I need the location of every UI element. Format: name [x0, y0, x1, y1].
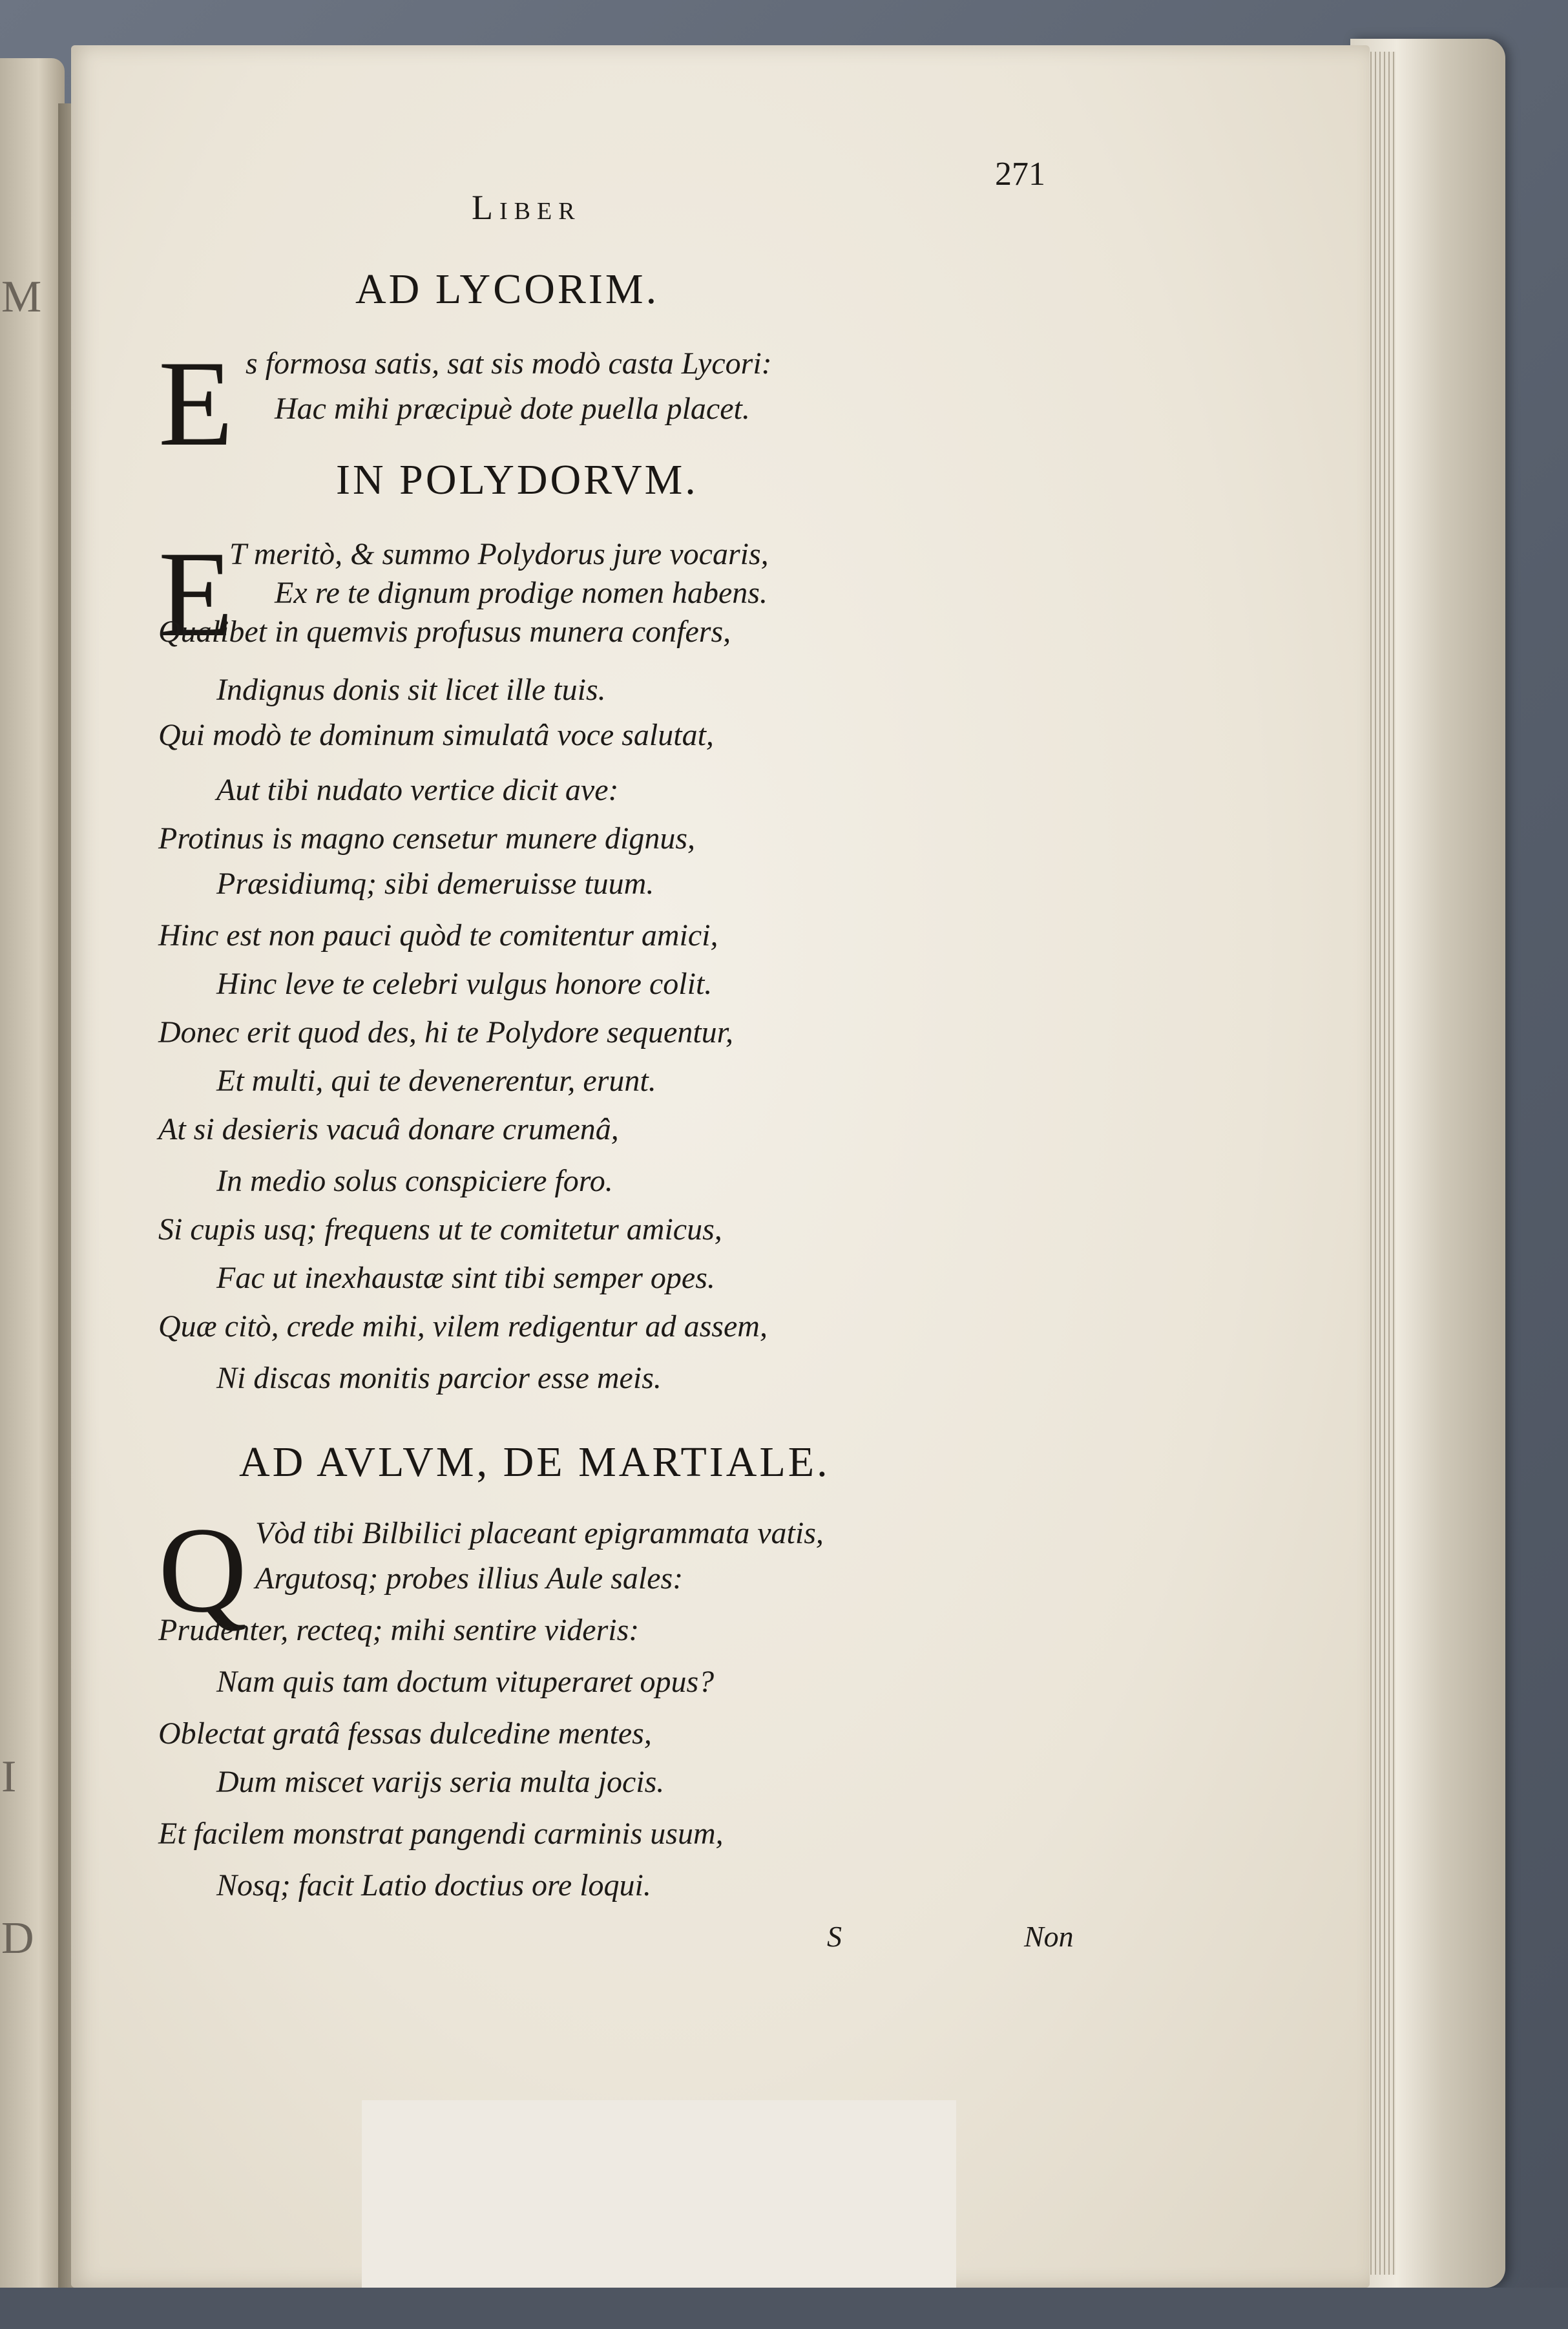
- poem-heading: IN POLYDORVM.: [336, 456, 698, 503]
- verse-line: Aut tibi nudato vertice dicit ave:: [216, 773, 619, 807]
- verse-line: Argutosq; probes illius Aule sales:: [255, 1561, 684, 1596]
- verse-line: Vòd tibi Bilbilici placeant epigrammata vatis,: [255, 1516, 824, 1550]
- verse-line: Et multi, qui te devenerentur, erunt.: [216, 1064, 656, 1098]
- paper-patch: [362, 2100, 956, 2294]
- printer-signature: S: [827, 1920, 842, 1953]
- verse-line: Prudenter, recteq; mihi sentire videris:: [158, 1613, 640, 1647]
- verse-line: At si desieris vacuâ donare crumenâ,: [158, 1112, 619, 1146]
- verse-line: Ni discas monitis parcior esse meis.: [216, 1361, 662, 1395]
- verse-line: Oblectat gratâ fessas dulcedine mentes,: [158, 1716, 652, 1751]
- show-through-texture: [879, 149, 1215, 1829]
- drop-cap: E: [158, 527, 234, 662]
- verse-line: Qui modò te dominum simulatâ voce salutat,: [158, 718, 714, 752]
- verse-line: Dum miscet varijs seria multa jocis.: [216, 1765, 665, 1799]
- verse-line: Qualibet in quemvis profusus munera confers,: [158, 615, 731, 649]
- verse-line: Quæ citò, crede mihi, vilem redigentur ad assem,: [158, 1309, 768, 1344]
- table-surface: [0, 2288, 1568, 2329]
- drop-cap: E: [158, 336, 234, 472]
- verse-line: Donec erit quod des, hi te Polydore sequentur,: [158, 1015, 734, 1049]
- left-facing-page: [0, 58, 65, 2301]
- verse-line: In medio solus conspiciere foro.: [216, 1164, 613, 1198]
- drop-cap: Q: [158, 1502, 247, 1638]
- verse-line: Præsidiumq; sibi demeruisse tuum.: [216, 867, 654, 901]
- catchword: Non: [1024, 1920, 1074, 1953]
- book-fore-edge: [1350, 39, 1505, 2288]
- running-head: Liber: [472, 188, 581, 227]
- page-number: 271: [995, 156, 1045, 193]
- verse-line: Hac mihi præcipuè dote puella placet.: [275, 392, 750, 426]
- verse-line: Si cupis usq; frequens ut te comitetur amicus,: [158, 1212, 722, 1247]
- verse-line: Indignus donis sit licet ille tuis.: [216, 673, 606, 707]
- poem-heading: AD LYCORIM.: [355, 266, 660, 313]
- verse-line: Ex re te dignum prodige nomen habens.: [275, 576, 768, 610]
- verse-line: Hinc est non pauci quòd te comitentur amici,: [158, 918, 718, 953]
- verse-line: Fac ut inexhaustæ sint tibi semper opes.: [216, 1261, 715, 1295]
- poem-heading: AD AVLVM, DE MARTIALE.: [239, 1438, 830, 1486]
- verse-line: Protinus is magno censetur munere dignus,: [158, 821, 696, 856]
- verse-line: Hinc leve te celebri vulgus honore colit.: [216, 967, 713, 1001]
- left-edge-letter: I: [1, 1752, 17, 1802]
- verse-line: s formosa satis, sat sis modò casta Lycori:: [246, 346, 772, 381]
- left-edge-letter: M: [1, 272, 42, 322]
- verse-line: Nosq; facit Latio doctius ore loqui.: [216, 1868, 651, 1902]
- verse-line: Nam quis tam doctum vituperaret opus?: [216, 1665, 715, 1699]
- verse-line: Et facilem monstrat pangendi carminis usum,: [158, 1817, 724, 1851]
- verse-line: T meritò, & summo Polydorus jure vocaris,: [229, 537, 769, 571]
- left-edge-letter: D: [1, 1913, 34, 1963]
